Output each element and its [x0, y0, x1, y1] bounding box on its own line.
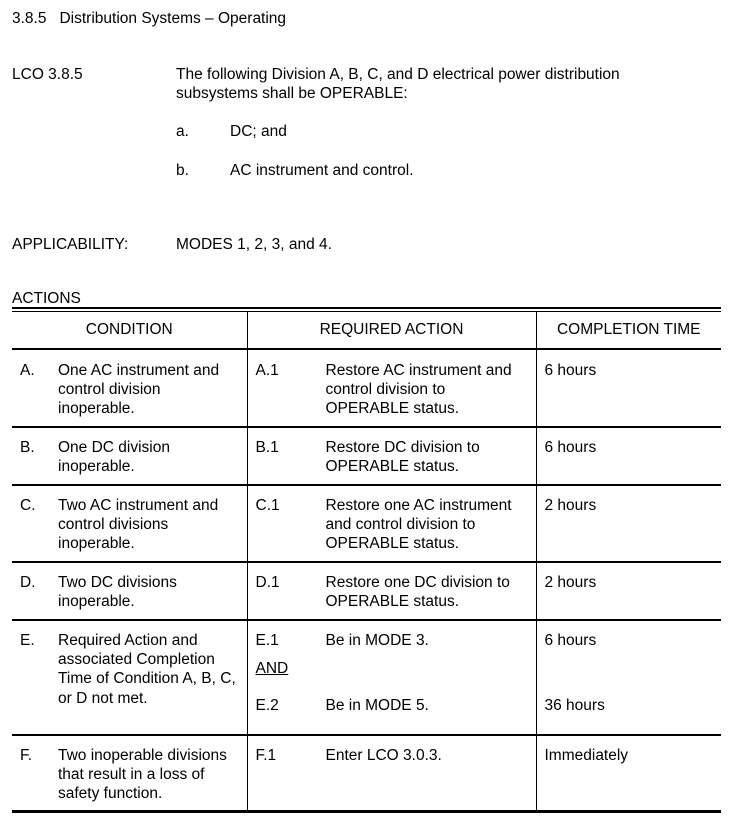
completion-time: Immediately [544, 747, 629, 764]
section-heading [12, 9, 286, 28]
actions-heading: ACTIONS [12, 290, 81, 307]
action-number: B.1 [255, 439, 279, 456]
completion-time: 2 hours [544, 574, 597, 591]
action-number: E.2 [255, 697, 279, 714]
table-row [12, 620, 721, 735]
condition-letter: D. [20, 574, 36, 591]
applicability-label: APPLICABILITY: [12, 236, 129, 253]
lco-label: LCO 3.8.5 [12, 66, 83, 83]
action-number: F.1 [255, 747, 277, 764]
action-text: Be in MODE 5. [325, 697, 429, 714]
condition-text: One DC division inoperable. [58, 439, 170, 476]
action-number: C.1 [255, 497, 280, 514]
action-text: Be in MODE 3. [325, 632, 429, 649]
action-text: Restore one AC instrument and control division to OPERABLE status. [325, 497, 512, 553]
table-row [12, 349, 721, 427]
action-number: E.1 [255, 632, 279, 649]
table-row [12, 427, 721, 485]
table-header-row [12, 312, 721, 349]
condition-letter: F. [20, 747, 33, 764]
table-top-rule [12, 307, 721, 309]
completion-time: 36 hours [544, 697, 605, 714]
completion-time: 6 hours [544, 632, 597, 649]
lco-item-marker: a. [176, 123, 189, 140]
section-title: Distribution Systems – Operating [59, 10, 287, 27]
condition-text: One AC instrument and control division inoperable. [58, 362, 220, 418]
action-text: Restore DC division to OPERABLE status. [325, 439, 480, 476]
actions-table [12, 312, 721, 812]
completion-time: 6 hours [544, 439, 597, 456]
header-condition: CONDITION [12, 312, 247, 349]
header-required-action: REQUIRED ACTION [247, 312, 536, 349]
condition-text: Two DC divisions inoperable. [58, 574, 177, 611]
and-connector: AND [255, 660, 289, 677]
header-completion-time: COMPLETION TIME [536, 312, 721, 349]
condition-letter: A. [20, 362, 35, 379]
completion-time: 2 hours [544, 497, 597, 514]
condition-letter: E. [20, 632, 35, 649]
condition-text: Required Action and associated Completion Time of Condition A, B, C, or D not met. [58, 632, 236, 707]
table-row [12, 562, 721, 620]
table-bottom-rule [12, 810, 721, 813]
condition-text: Two AC instrument and control divisions inoperable. [58, 497, 219, 553]
table-row [12, 735, 721, 812]
lco-statement-line2: subsystems shall be OPERABLE: [176, 85, 408, 102]
action-text: Restore one DC division to OPERABLE status. [325, 574, 510, 611]
action-text: Restore AC instrument and control division to OPERABLE status. [325, 362, 512, 418]
action-number: A.1 [255, 362, 279, 379]
action-text: Enter LCO 3.0.3. [325, 747, 442, 764]
lco-item-text: DC; and [230, 123, 287, 140]
lco-item-text: AC instrument and control. [230, 162, 414, 179]
completion-time: 6 hours [544, 362, 597, 379]
action-number: D.1 [255, 574, 280, 591]
applicability-text: MODES 1, 2, 3, and 4. [176, 236, 332, 253]
lco-statement-line1: The following Division A, B, C, and D electrical power distribution [176, 66, 620, 83]
condition-letter: B. [20, 439, 35, 456]
lco-item-marker: b. [176, 162, 189, 179]
condition-text: Two inoperable divisions that result in a loss of safety function. [58, 747, 227, 803]
section-number: 3.8.5 [12, 10, 47, 27]
table-row [12, 485, 721, 562]
condition-letter: C. [20, 497, 36, 514]
